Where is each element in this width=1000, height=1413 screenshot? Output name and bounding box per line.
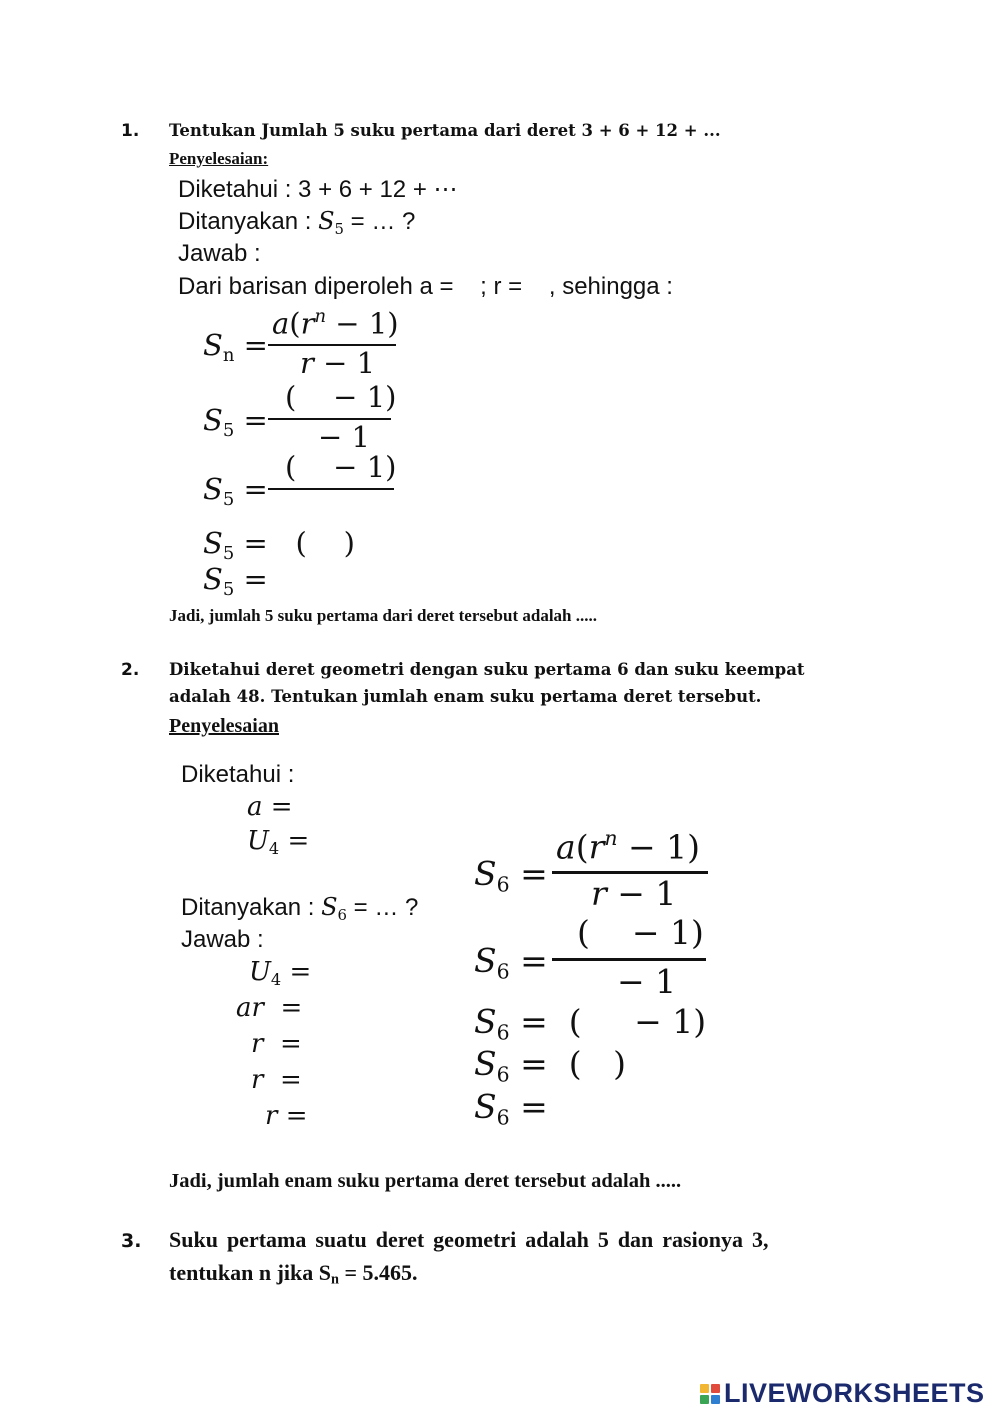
question-3-text-line2 — [169, 1260, 418, 1289]
q2-conclusion: Jadi, jumlah enam suku pertama deret tersebut adalah ..... — [169, 1170, 682, 1192]
q2-s6-lhs: $S_6$ = — [474, 854, 548, 897]
q1-asked-symbol: $S_5$ — [318, 207, 344, 238]
q1-known: Diketahui : 3 + 6 + 12 + ⋯ — [178, 176, 458, 203]
q1-conclusion: Jadi, jumlah 5 suku pertama dari deret tersebut adalah ..... — [169, 606, 598, 625]
question-3-text-line2-prefix: tentukan n jika S — [169, 1260, 332, 1285]
q2-s6-step1-fraction-line — [552, 958, 706, 961]
question-2-number: 2. — [121, 660, 140, 680]
q2-step-r3: r = — [265, 1101, 308, 1131]
question-1-number: 1. — [121, 121, 140, 141]
q2-s6-numerator: $a(r^n - 1)$ — [556, 826, 701, 867]
q2-step-r2: r = — [251, 1065, 302, 1095]
liveworksheets-mark-icon — [700, 1384, 720, 1404]
q1-asked-suffix: = … ? — [350, 208, 416, 235]
q1-asked-prefix: Ditanyakan : — [178, 208, 312, 235]
q2-asked — [181, 893, 418, 924]
q1-s5-step2-lhs: $S_5$ = — [203, 472, 268, 510]
q1-s5-step1-denominator: − 1 — [318, 420, 370, 454]
q2-step-ar: ar = — [236, 993, 303, 1023]
question-2-text-line2: adalah 48. Tentukan jumlah enam suku pertama deret tersebut. — [169, 687, 762, 706]
q2-known-label: Diketahui : — [181, 761, 295, 788]
logo-square-4 — [711, 1395, 720, 1404]
q2-known-u4: $U_4$ = — [247, 826, 310, 859]
question-3-text-line2-sub: n — [331, 1271, 339, 1288]
q1-s5-step4: $S_5$ = — [203, 562, 268, 600]
logo-square-3 — [700, 1395, 709, 1404]
q1-from-series: Dari barisan diperoleh a = ; r = , sehingga : — [178, 273, 673, 300]
q2-step-r1: r = — [251, 1029, 302, 1059]
q2-s6-step4: $S_6$ = — [474, 1087, 548, 1130]
liveworksheets-wordmark: LIVEWORKSHEETS — [724, 1378, 985, 1408]
logo-square-2 — [711, 1384, 720, 1393]
question-2-solution-label: Penyelesaian — [169, 715, 279, 737]
question-1-solution-label: Penyelesaian: — [169, 149, 269, 168]
q2-s6-denominator: r − 1 — [591, 874, 677, 913]
q2-known-a: a = — [247, 792, 293, 822]
question-3-text-line2-suffix: = 5.465. — [338, 1260, 418, 1285]
q1-answer-label: Jawab : — [178, 240, 261, 267]
q2-s6-step1-denominator: − 1 — [617, 962, 677, 1001]
q2-answer-label: Jawab : — [181, 926, 264, 953]
q2-s6-step2: $S_6$ = ( − 1) — [474, 1002, 707, 1045]
q1-s5-step2-numerator: ( − 1) — [285, 450, 397, 484]
q2-asked-prefix: Ditanyakan : — [181, 894, 315, 921]
q2-asked-suffix: = … ? — [353, 894, 419, 921]
q2-s6-step3: $S_6$ = ( ) — [474, 1044, 626, 1087]
question-1-text: Tentukan Jumlah 5 suku pertama dari deret 3 + 6 + 12 + ... — [169, 121, 721, 140]
question-3-text-line1: Suku pertama suatu deret geometri adalah 5 dan rasionya 3, — [169, 1227, 769, 1252]
q2-asked-symbol: $S_6$ — [321, 893, 347, 924]
q1-s5-step3: $S_5$ = ( ) — [203, 526, 355, 564]
question-2-text-line1: Diketahui deret geometri dengan suku pertama 6 dan suku keempat — [169, 660, 805, 679]
liveworksheets-logo — [700, 1378, 985, 1409]
q2-step-u4: $U_4$ = — [249, 957, 312, 990]
logo-square-1 — [700, 1384, 709, 1393]
q2-s6-step1-lhs: $S_6$ = — [474, 941, 548, 984]
question-3-number: 3. — [121, 1230, 142, 1252]
q1-sn-lhs: $S_n$ = — [203, 328, 268, 366]
q1-s5-step1-lhs: $S_5$ = — [203, 403, 268, 441]
q1-sn-denominator: r − 1 — [300, 346, 376, 380]
q2-s6-step1-numerator: ( − 1) — [577, 913, 704, 952]
q1-s5-step2-fraction-line — [268, 488, 394, 490]
q1-asked — [178, 207, 415, 238]
q1-sn-numerator: $a(r^n - 1)$ — [272, 306, 399, 341]
q1-s5-step1-numerator: ( − 1) — [285, 380, 397, 414]
